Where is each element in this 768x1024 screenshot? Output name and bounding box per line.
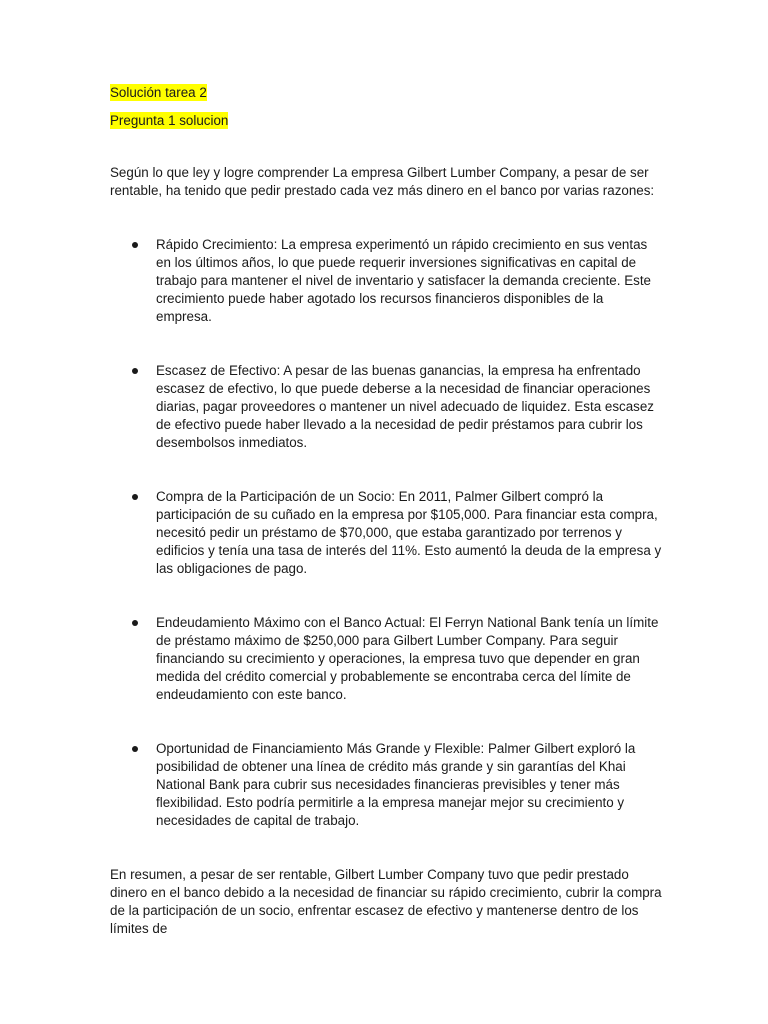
list-item (110, 488, 662, 578)
bullet-icon (132, 620, 138, 626)
list-item-text: Endeudamiento Máximo con el Banco Actual: El Ferryn National Bank tenía un límite de préstamo máximo de $250,000 para Gilbert Lumber Company. Para seguir financiando su crecimiento y operaciones, la empresa tuvo que depender en gran medida del crédito comercial y probablemente se encontraba cerca del límite de endeudamiento con este banco. (156, 615, 659, 702)
list-item (110, 740, 662, 830)
list-item (110, 362, 662, 452)
bullet-icon (132, 368, 138, 374)
bullet-icon (132, 242, 138, 248)
bullet-icon (132, 746, 138, 752)
list-item (110, 614, 662, 704)
question-heading: Pregunta 1 solucion (110, 113, 229, 128)
intro-paragraph: Según lo que ley y logre comprender La empresa Gilbert Lumber Company, a pesar de ser rentable, ha tenido que pedir prestado cada vez más dinero en el banco por varias razones: (110, 165, 655, 198)
document-content (110, 84, 662, 938)
list-item-text: Oportunidad de Financiamiento Más Grande y Flexible: Palmer Gilbert exploró la posibilidad de obtener una línea de crédito más grande y sin garantías del Khai National Bank para cubrir sus necesidades financieras previsibles y tener más flexibilidad. Esto podría permitirle a la empresa manejar mejor su crecimiento y necesidades de capital de trabajo. (156, 741, 636, 828)
list-item-text: Escasez de Efectivo: A pesar de las buenas ganancias, la empresa ha enfrentado escasez de efectivo, lo que puede deberse a la necesidad de financiar operaciones diarias, pagar proveedores o mantener un nivel adecuado de liquidez. Esta escasez de efectivo puede haber llevado a la necesidad de pedir préstamos para cubrir los desembolsos inmediatos. (156, 363, 654, 450)
list-item (110, 236, 662, 326)
list-item-text: Rápido Crecimiento: La empresa experimentó un rápido crecimiento en sus ventas en los últimos años, lo que puede requerir inversiones significativas en capital de trabajo para mantener el nivel de inventario y satisfacer la demanda creciente. Este crecimiento puede haber agotado los recursos financieros disponibles de la empresa. (156, 237, 651, 324)
reasons-list (110, 236, 662, 830)
document-title: Solución tarea 2 (110, 85, 207, 100)
summary-paragraph: En resumen, a pesar de ser rentable, Gilbert Lumber Company tuvo que pedir prestado dinero en el banco debido a la necesidad de financiar su rápido crecimiento, cubrir la compra de la participación de un socio, enfrentar escasez de efectivo y mantenerse dentro de los límites de (110, 867, 662, 936)
list-item-text: Compra de la Participación de un Socio: En 2011, Palmer Gilbert compró la participación de su cuñado en la empresa por $105,000. Para financiar esta compra, necesitó pedir un préstamo de $70,000, que estaba garantizado por terrenos y edificios y tenía una tasa de interés del 11%. Esto aumentó la deuda de la empresa y las obligaciones de pago. (156, 489, 662, 576)
bullet-icon (132, 494, 138, 500)
